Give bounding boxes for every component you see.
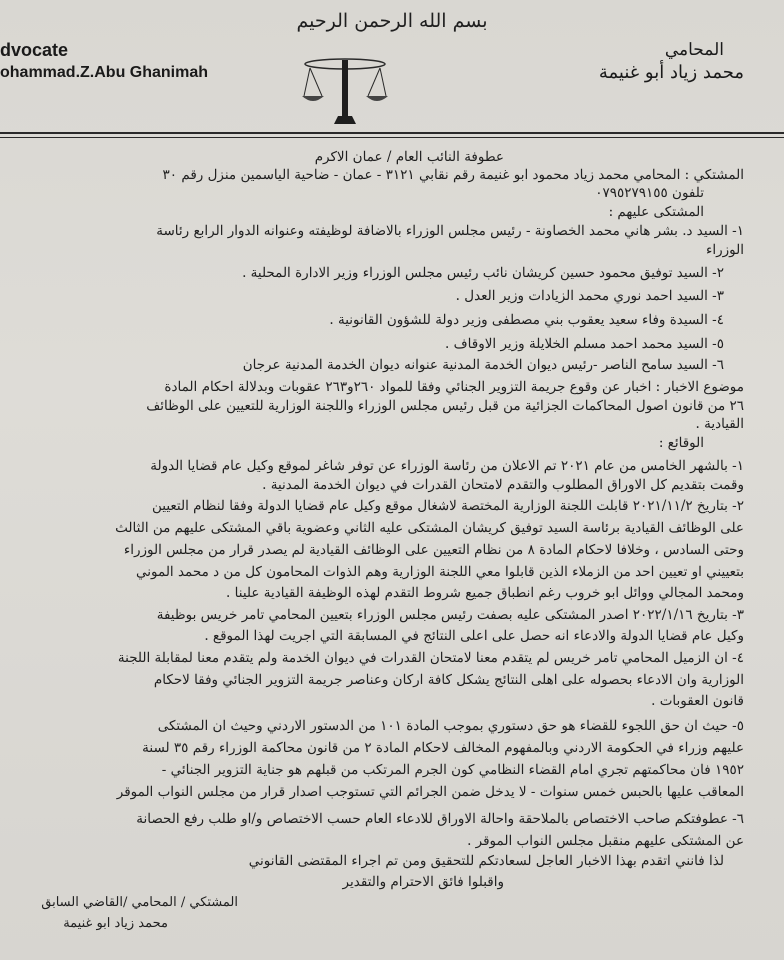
scales-of-justice-icon	[300, 52, 390, 132]
defendant-line: ١- السيد د. بشر هاني محمد الخصاونة - رئيس مجلس الوزراء بالاضافة لوظيفته وعنوانه الدوار الرابع رئاسة	[156, 223, 744, 239]
fact-line: ٦- عطوفتكم صاحب الاختصاص بالملاحقة واحالة الاوراق للادعاء العام حسب الاختصاص و/او طلب رفع الحصانة	[136, 811, 744, 827]
fact-line: ١٩٥٢ فان محاكمتهم تجري امام القضاء النظامي كون الجرم المرتكب من قبلهم هو جناية التزوير الجنائي -	[161, 762, 744, 778]
facts-label: الوقائع :	[658, 435, 704, 451]
defendant-line: ٣- السيد احمد نوري محمد الزيادات وزير العدل .	[455, 288, 724, 304]
fact-line: بتعييني او تعيين احد من الزملاء الذين قابلوا معي اللجنة الوزارية وهم الذوات المحامون كل من د محمد الموني	[136, 564, 744, 580]
fact-line: وكيل عام قضايا الدولة والادعاء انه حصل على اعلى النتائج في المسابقة التي اجريت لهذا الموقع .	[204, 628, 744, 644]
complainant-phone: تلفون ٠٧٩٥٢٧٩١٥٥	[595, 185, 704, 201]
closing-line: لذا فانني اتقدم بهذا الاخبار العاجل لسعادتكم للتحقيق ومن تم اجراء المقتضى القانوني	[248, 853, 724, 869]
closing-line: واقبلوا فائق الاحترام والتقدير	[342, 874, 504, 890]
signature-name: محمد زياد ابو غنيمة	[63, 916, 168, 931]
fact-line: المعاقب عليها بالحبس خمس سنوات - لا يدخل ضمن الجرائم التي تستوجب اصدار قرار من مجلس النواب الموقر	[116, 784, 744, 800]
arabic-letterhead-name: محمد زياد أبو غنيمة	[598, 62, 744, 83]
arabic-letterhead-title: المحامي	[664, 40, 724, 60]
fact-line: ٢- بتاريخ ٢٠٢١/١١/٢ قابلت اللجنة الوزارية المختصة لاشغال موقع وكيل عام قضايا الدولة وفقا لنظام التعيين	[152, 498, 744, 514]
fact-line: على الوظائف القيادية برئاسة السيد توفيق كريشان المشتكى عليه الثاني وعضوية باقي المشتكى عليهم من الثالث	[115, 520, 744, 536]
defendant-line: ٥- السيد محمد احمد مسلم الخلايلة وزير الاوقاف .	[445, 336, 724, 352]
fact-line: الوزارية وان الادعاء بحصوله على اهلى النتائج يشكل كافة اركان وعناصر جريمة التزوير الجنائي وفقا لاحكام	[153, 672, 744, 688]
fact-line: ٣- بتاريخ ٢٠٢٢/١/١٦ اصدر المشتكى عليه بصفت رئيس مجلس الوزراء بتعيين المحامي تامر خريس بوظيفة	[156, 607, 744, 623]
subject-line: موضوع الاخبار : اخبار عن وقوع جريمة التزوير الجنائي وفقا للمواد ٢٦٠و٢٦٣ عقوبات وبدلالة احكام المادة	[164, 379, 744, 395]
fact-line: وقمت بتقديم كل الاوراق المطلوب والتقدم لامتحان القدرات في ديوان الخدمة المدنية .	[262, 477, 744, 493]
basmala-heading: بسم الله الرحمن الرحيم	[296, 10, 488, 32]
english-letterhead-name: ohammad.Z.Abu Ghanimah	[0, 64, 209, 81]
defendant-line: الوزراء	[706, 242, 744, 258]
fact-line: عليهم وزراء في الحكومة الاردني وبالمفهوم المخالف لاحكام المادة ٢ من قانون محاكمة الوزراء رقم ٣٥ لسنة	[142, 740, 744, 756]
fact-line: وحتى السادس ، وخلافا لاحكام المادة ٨ من نظام التعيين على الوظائف القيادية لم يصدر قرار من مجلس الوزراء	[123, 542, 744, 558]
subject-line: القيادية .	[695, 416, 744, 432]
signature-title: المشتكي / المحامي /القاضي السابق	[41, 895, 238, 910]
fact-line: ومحمد المجالي ووائل ابو خروب رغم انطباق جميع شروط التقدم لهذه الوظيفة القيادية علينا .	[226, 585, 744, 601]
fact-line: قانون العقوبات .	[651, 693, 744, 709]
defendants-label: المشتكى عليهم :	[608, 204, 704, 220]
complainant-line: المشتكي : المحامي محمد زياد محمود ابو غنيمة رقم نقابي ٣١٢١ - عمان - ضاحية الياسمين منزل رقم ٣٠	[162, 167, 744, 183]
fact-line: ٤- ان الزميل المحامي تامر خريس لم يتقدم معنا لامتحان القدرات في ديوان الخدمة ولم يتقدم معنا لمقابلة اللجنة	[117, 650, 744, 666]
header-divider	[0, 132, 784, 134]
fact-line: عن المشتكى عليهم منقبل مجلس النواب الموقر .	[467, 833, 744, 849]
english-letterhead-title: dvocate	[0, 40, 69, 60]
defendant-line: ٦- السيد سامح الناصر -رئيس ديوان الخدمة المدنية عنوانه ديوان الخدمة المدنية عرجان	[242, 357, 724, 373]
header-divider-thin	[0, 137, 784, 138]
addressee-line: عطوفة النائب العام / عمان الاكرم	[314, 149, 504, 165]
fact-line: ١- بالشهر الخامس من عام ٢٠٢١ تم الاعلان من رئاسة الوزراء عن توفر شاغر لموقع وكيل عام قضايا الدولة	[150, 458, 744, 474]
defendant-line: ٢- السيد توفيق محمود حسين كريشان نائب رئيس مجلس الوزراء وزير الادارة المحلية .	[242, 265, 724, 281]
fact-line: ٥- حيث ان حق اللجوء للقضاء هو حق دستوري بموجب المادة ١٠١ من الدستور الاردني وحيث ان المشتكى	[157, 718, 744, 734]
subject-line: ٢٦ من قانون اصول المحاكمات الجزائية من قبل رئيس مجلس الوزراء واللجنة الوزارية للتعيين على الوظائف	[146, 398, 744, 414]
defendant-line: ٤- السيدة وفاء سعيد يعقوب بني مصطفى وزير دولة للشؤون القانونية .	[329, 312, 724, 328]
